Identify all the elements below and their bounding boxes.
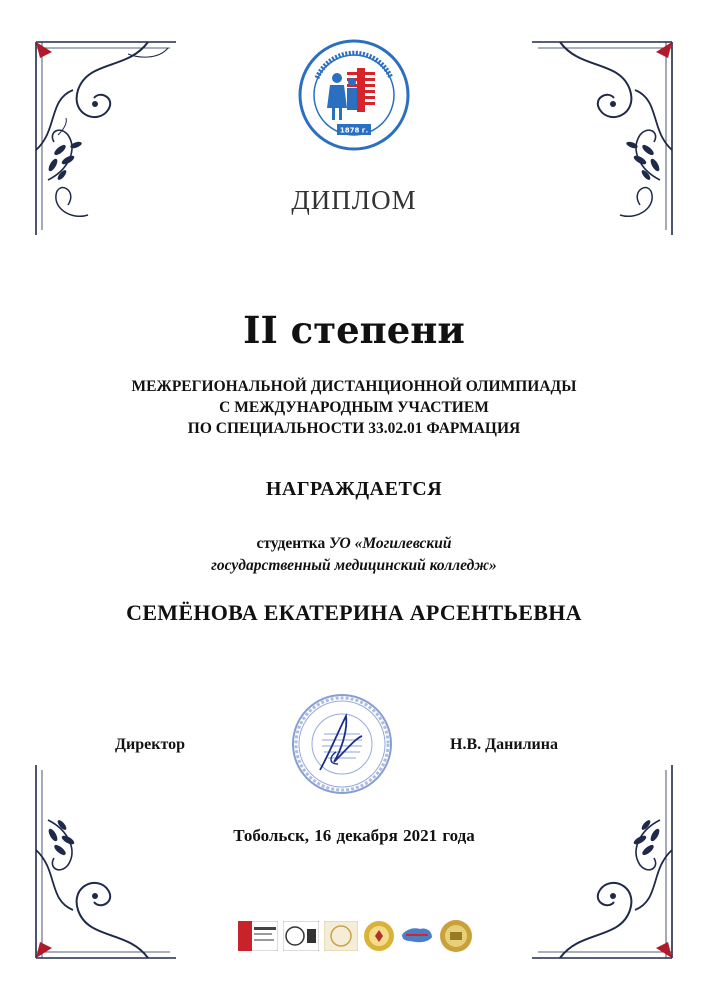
awarded-heading: НАГРАЖДАЕТСЯ <box>265 478 443 500</box>
student-college-line-1: УО «Могилевский <box>329 535 452 552</box>
director-name: Н.В. Данилина <box>450 736 558 753</box>
date-line: Тобольск, 16 декабря 2021 года <box>233 826 475 845</box>
official-seal-icon <box>290 692 394 796</box>
logo-year: 1878 г. <box>339 126 369 135</box>
russia-map-badge-icon <box>400 921 434 951</box>
olympiad-line-3: ПО СПЕЦИАЛЬНОСТИ 33.02.01 ФАРМАЦИЯ <box>187 420 521 437</box>
award-badge-icon <box>324 921 358 951</box>
quality-cert-badge-icon <box>238 921 278 951</box>
olympiad-line-2: С МЕЖДУНАРОДНЫМ УЧАСТИЕМ <box>219 399 489 416</box>
recipient-name: СЕМЁНОВА ЕКАТЕРИНА АРСЕНТЬЕВНА <box>126 600 582 625</box>
director-label: Директор <box>115 736 185 753</box>
student-college-line-2: государственный медицинский колледж» <box>211 557 497 574</box>
gold-seal-badge-icon <box>439 919 473 953</box>
corner-ornament-bottom-left-icon <box>28 760 178 970</box>
gold-medal-badge-icon <box>363 920 395 952</box>
bureau-veritas-badge-icon <box>283 921 319 951</box>
student-info <box>0 533 708 577</box>
student-prefix: студентка <box>256 535 330 552</box>
olympiad-line-1: МЕЖРЕГИОНАЛЬНОЙ ДИСТАНЦИОННОЙ ОЛИМПИАДЫ <box>131 378 577 395</box>
corner-ornament-bottom-right-icon <box>530 760 680 970</box>
diploma-title: ДИПЛОМ <box>291 185 417 215</box>
certification-badges <box>238 918 473 954</box>
degree-heading: II степени <box>243 308 465 352</box>
olympiad-description <box>0 376 708 439</box>
college-emblem-logo <box>297 38 411 152</box>
